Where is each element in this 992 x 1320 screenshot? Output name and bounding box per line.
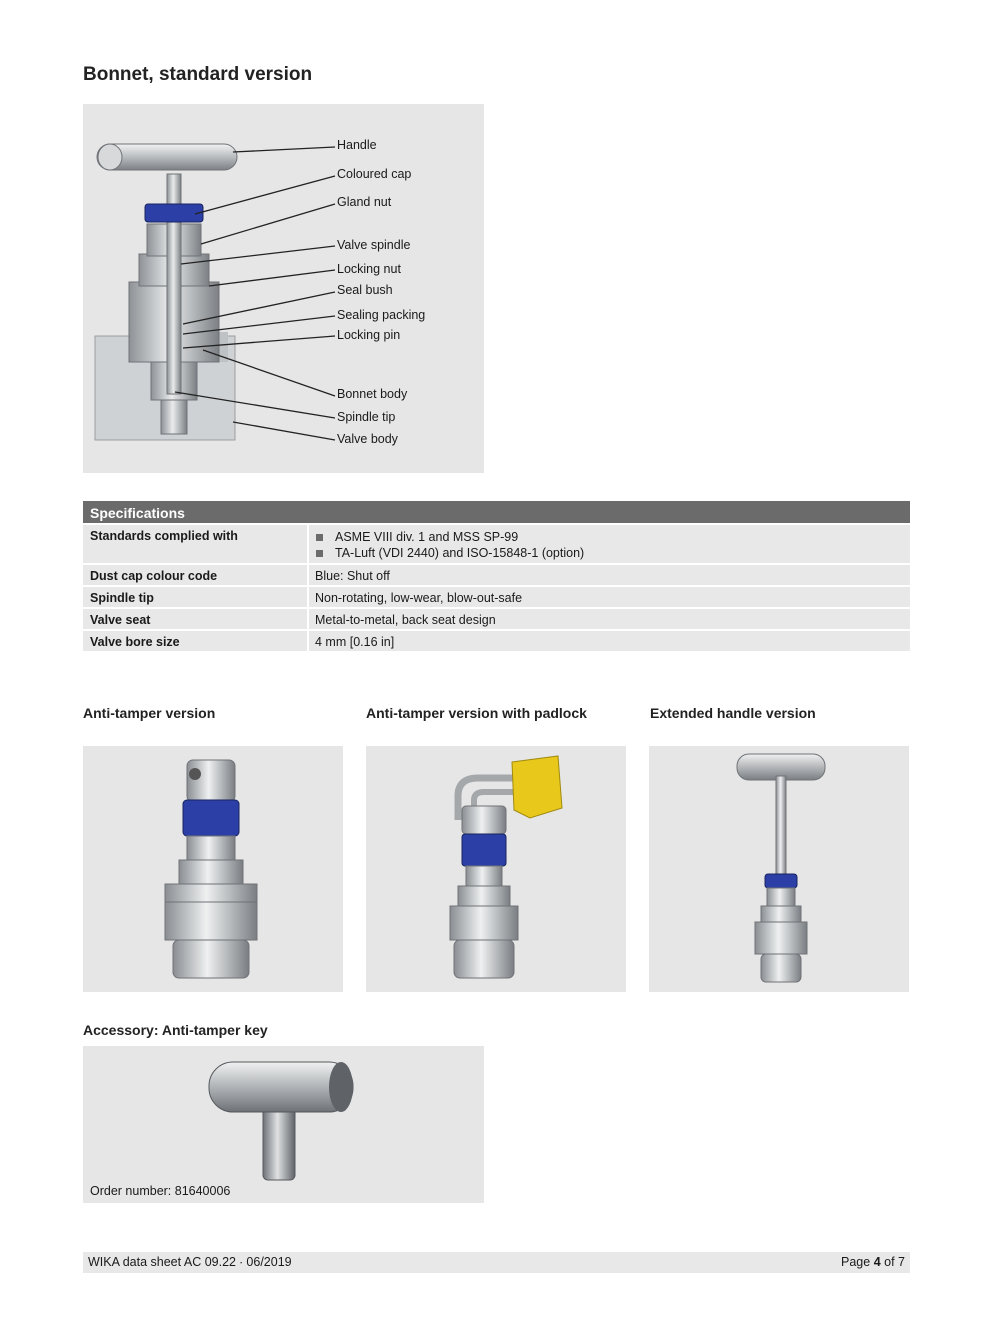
label-seal-bush: Seal bush: [337, 283, 393, 297]
page-total: 7: [898, 1255, 905, 1269]
anti-tamper-key-image: [83, 1046, 484, 1203]
label-coloured-cap: Coloured cap: [337, 167, 412, 181]
page-title: Bonnet, standard version: [83, 64, 313, 85]
spec-key: Spindle tip: [83, 587, 307, 607]
label-gland-nut: Gland nut: [337, 195, 392, 209]
anti-tamper-padlock-illustration: [366, 746, 626, 992]
label-valve-spindle: Valve spindle: [337, 238, 411, 252]
spec-key: Dust cap colour code: [83, 565, 307, 585]
spec-value-list: [309, 525, 910, 563]
section-title-anti-tamper-padlock: Anti-tamper version with padlock: [366, 705, 587, 721]
label-spindle-tip: Spindle tip: [337, 410, 396, 424]
spec-key: Standards complied with: [83, 525, 307, 563]
spec-value: Blue: Shut off: [309, 565, 910, 585]
specifications-header: Specifications: [83, 501, 910, 523]
table-row: [83, 565, 910, 585]
page-sep: of: [884, 1255, 895, 1269]
bonnet-illustration: [83, 104, 484, 473]
list-item: [315, 529, 910, 545]
table-row: [83, 587, 910, 607]
section-title-extended-handle: Extended handle version: [650, 705, 816, 721]
label-locking-pin: Locking pin: [337, 328, 401, 342]
page-footer: [83, 1252, 910, 1273]
extended-handle-image: [649, 746, 909, 992]
spec-value: Non-rotating, low-wear, blow-out-safe: [309, 587, 910, 607]
anti-tamper-illustration: [83, 746, 343, 992]
footer-document-id: WIKA data sheet AC 09.22 ∙ 06/2019: [88, 1255, 292, 1269]
table-row: [83, 609, 910, 629]
page-number: [841, 1252, 905, 1273]
spec-value: Metal-to-metal, back seat design: [309, 609, 910, 629]
page-current: 4: [873, 1255, 881, 1269]
spec-key: Valve bore size: [83, 631, 307, 651]
order-number: Order number: 81640006: [90, 1184, 231, 1198]
extended-handle-illustration: [649, 746, 909, 992]
label-valve-body: Valve body: [337, 432, 398, 446]
bullet-icon: [316, 550, 323, 557]
table-row: [83, 525, 910, 563]
spec-value: ASME VIII div. 1 and MSS SP-99: [335, 530, 519, 544]
page-prefix: Page: [841, 1255, 871, 1269]
table-row: [83, 631, 910, 651]
anti-tamper-padlock-image: [366, 746, 626, 992]
anti-tamper-image: [83, 746, 343, 992]
list-item: [315, 545, 910, 561]
label-locking-nut: Locking nut: [337, 262, 401, 276]
bonnet-diagram: [83, 104, 484, 473]
section-title-anti-tamper: Anti-tamper version: [83, 705, 216, 721]
section-title-accessory: Accessory: Anti-tamper key: [83, 1022, 268, 1038]
bullet-icon: [316, 534, 323, 541]
label-bonnet-body: Bonnet body: [337, 387, 408, 401]
spec-value: 4 mm [0.16 in]: [309, 631, 910, 651]
spec-key: Valve seat: [83, 609, 307, 629]
label-sealing-packing: Sealing packing: [337, 308, 426, 322]
specifications-table: [83, 501, 910, 651]
spec-value: TA-Luft (VDI 2440) and ISO-15848-1 (option): [335, 546, 585, 560]
anti-tamper-key-illustration: [83, 1046, 484, 1203]
label-handle: Handle: [337, 138, 377, 152]
